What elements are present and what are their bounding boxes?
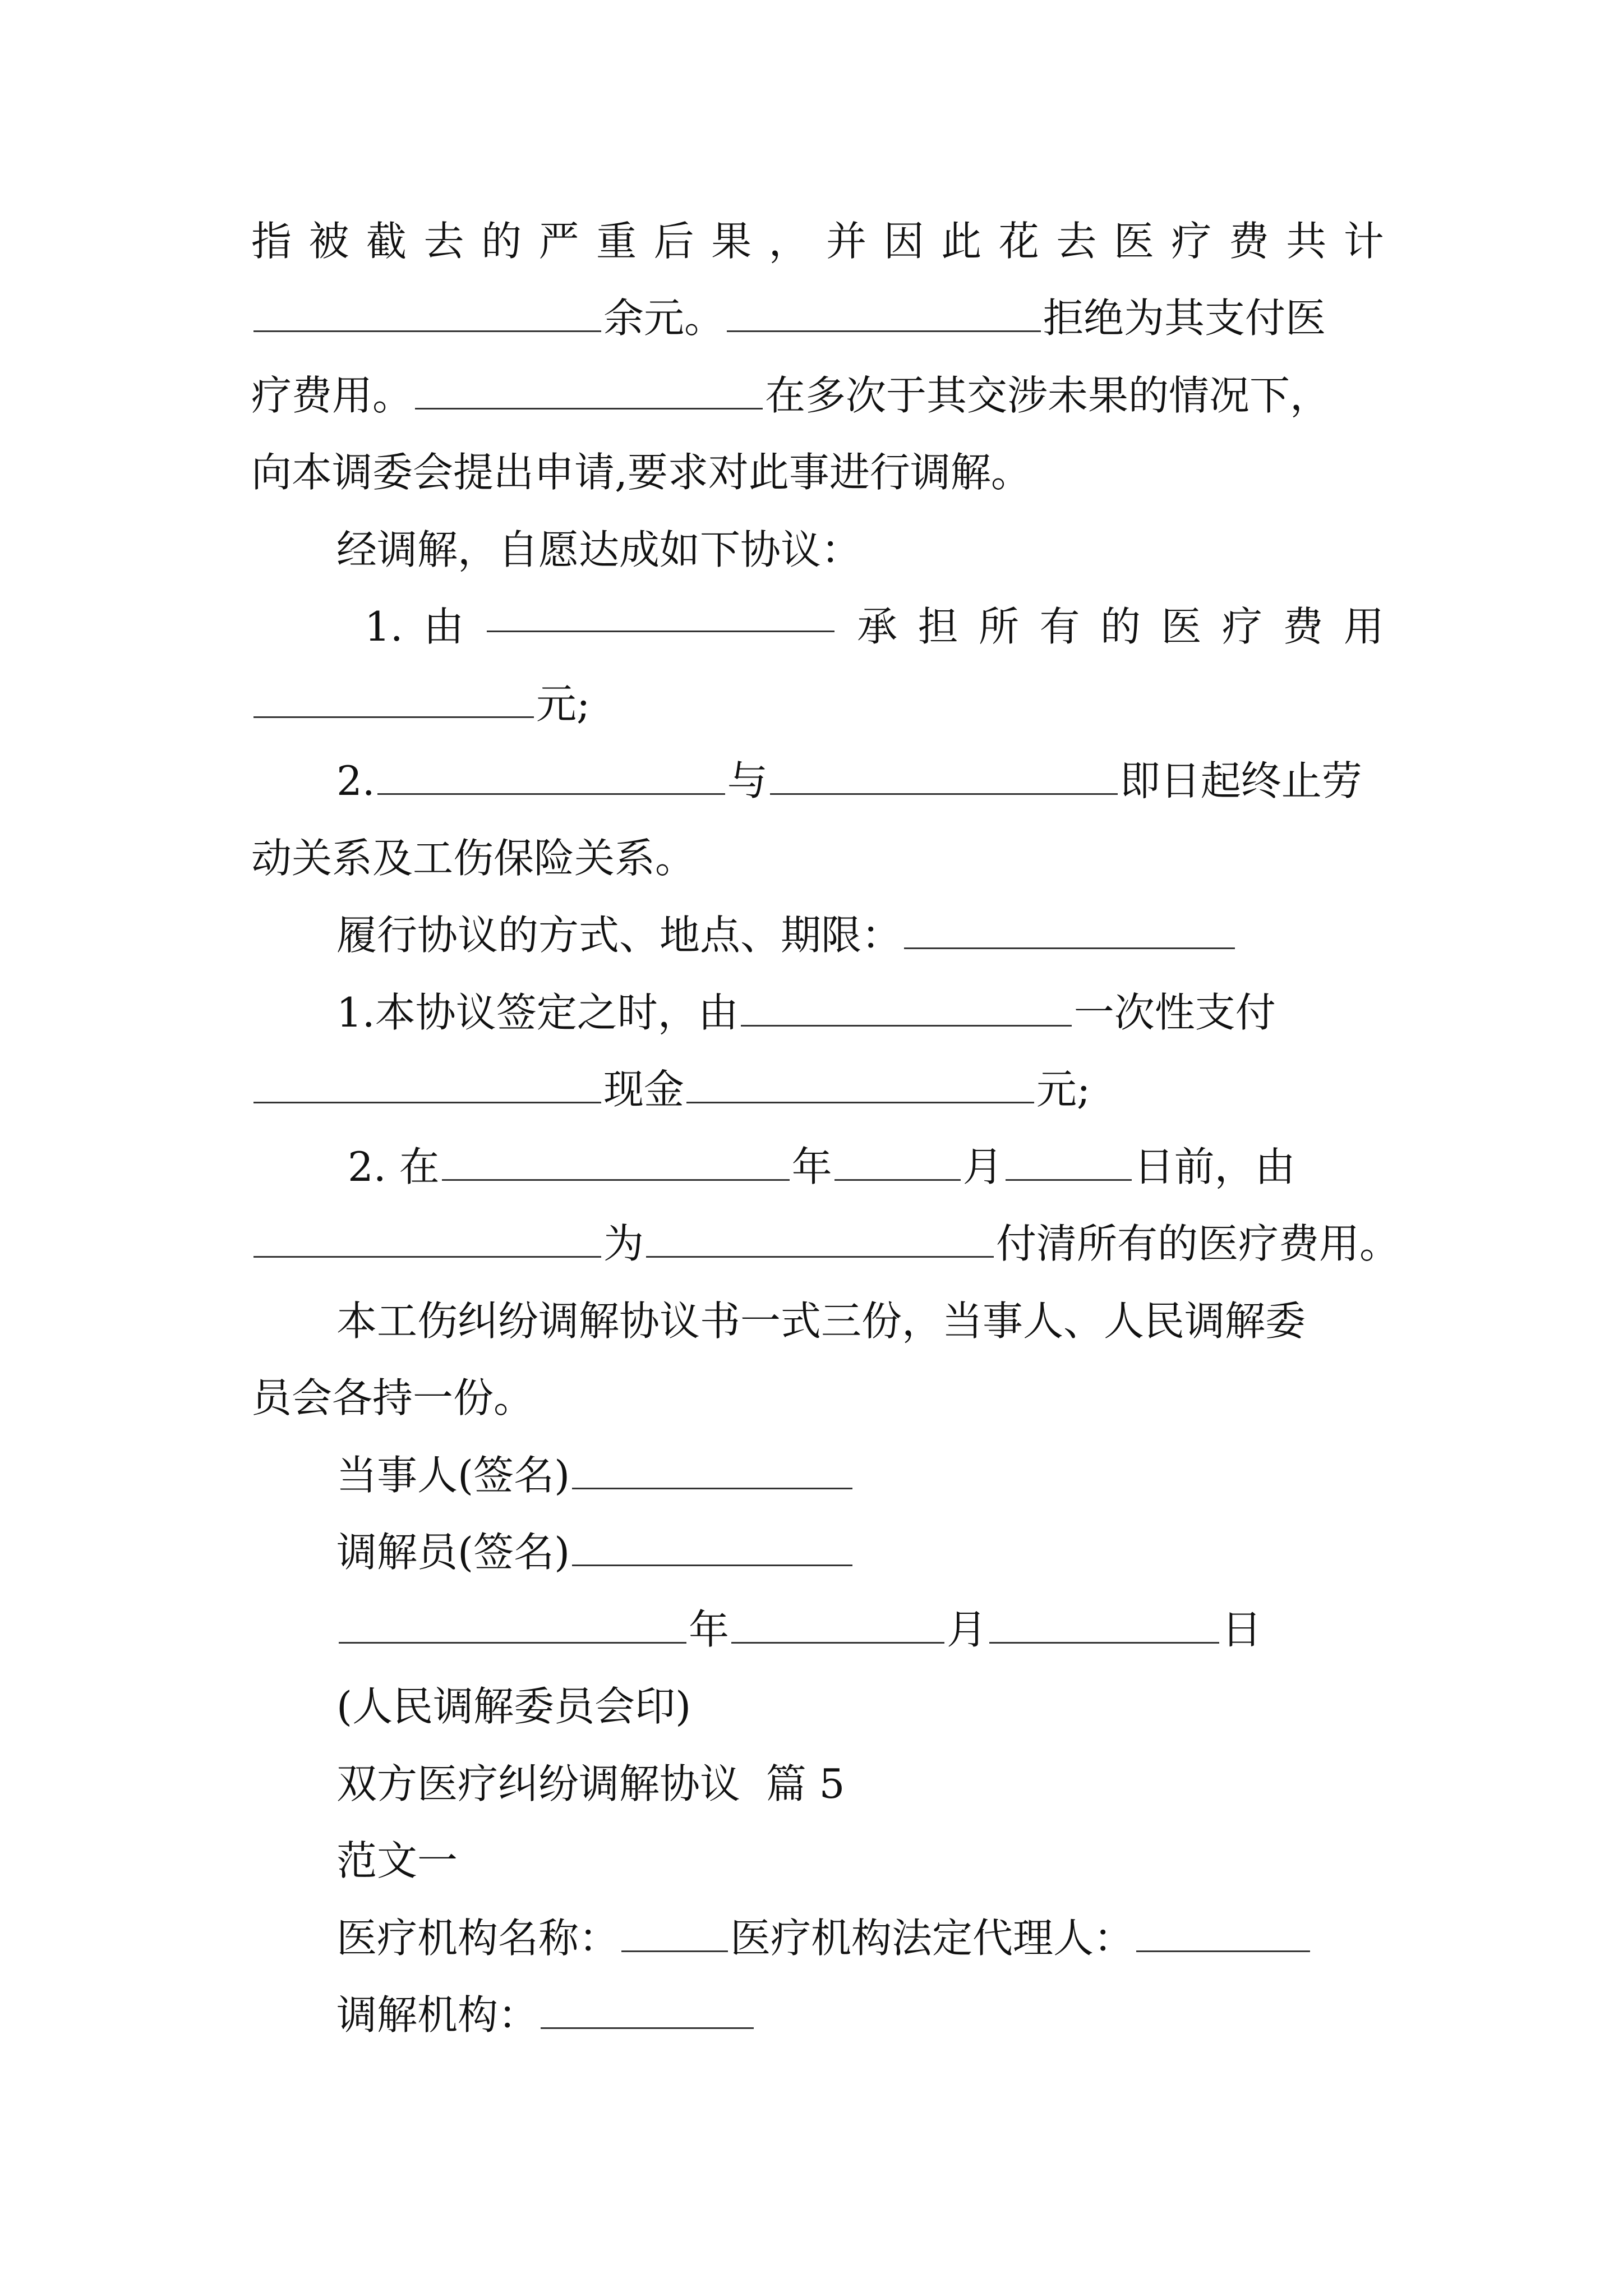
text-char: 果	[711, 218, 752, 265]
sample-heading: 范文一	[336, 1837, 458, 1884]
month-blank[interactable]	[731, 1607, 944, 1644]
text-span: 1.本协议签定之时，由	[336, 989, 739, 1036]
performance-item-1	[336, 982, 1384, 1043]
clause-1-continued	[251, 673, 1384, 735]
text-char: 严	[538, 218, 579, 265]
text-char: 用	[1343, 603, 1384, 650]
fill-blank[interactable]	[646, 1221, 994, 1258]
fill-blank[interactable]	[686, 1067, 1034, 1103]
clause-number: 2.	[348, 1143, 386, 1190]
text-span: 在	[399, 1143, 440, 1190]
fill-blank[interactable]	[253, 682, 534, 718]
text-char: 截	[366, 218, 407, 265]
text-char: 医	[1113, 218, 1154, 265]
institution-line	[336, 1907, 1384, 1969]
performance-item-2	[348, 1136, 1395, 1198]
paragraph-line-2	[251, 287, 1384, 349]
text-char: 后	[653, 218, 694, 265]
paragraph-line-4: 向本调委会提出申请,要求对此事进行调解。	[251, 449, 1031, 496]
text-char: 并	[826, 218, 867, 265]
copies-statement: 本工伤纠纷调解协议书一式三份，当事人、人民调解委	[336, 1297, 1306, 1345]
text-char: ，	[768, 218, 809, 265]
text-span: 在多次于其交涉未果的情况下，	[765, 372, 1331, 419]
performance-heading	[336, 904, 1384, 966]
text-span: 现金	[603, 1066, 685, 1113]
year-label: 年	[689, 1606, 730, 1653]
date-line	[336, 1599, 1384, 1660]
day-blank[interactable]	[989, 1607, 1219, 1644]
text-span: 拒绝为其支付医	[1043, 295, 1326, 342]
month-label: 月	[947, 1606, 988, 1653]
year-blank[interactable]	[339, 1607, 686, 1644]
signature-label: 当事人(签名)	[336, 1452, 570, 1499]
performance-item-1-continued	[251, 1059, 1384, 1120]
clause-1-line	[365, 596, 1384, 657]
field-label: 调解机构：	[336, 1991, 539, 2039]
text-span: 日前，由	[1133, 1143, 1295, 1190]
text-char: 费	[1283, 603, 1324, 650]
paragraph-line-3	[251, 365, 1384, 426]
text-span: 年	[791, 1143, 832, 1190]
text-span: 元;	[536, 680, 591, 728]
fill-blank[interactable]	[253, 296, 601, 332]
text-span: 为	[603, 1220, 644, 1267]
mediation-agency-line	[336, 1984, 1384, 2046]
signature-blank[interactable]	[572, 1530, 852, 1566]
copies-statement-continued: 员会各持一份。	[251, 1374, 534, 1421]
signature-blank[interactable]	[572, 1453, 852, 1489]
text-char: 被	[308, 218, 349, 265]
fill-blank[interactable]	[741, 990, 1072, 1027]
text-char: 费	[1228, 218, 1269, 265]
fill-blank[interactable]	[770, 758, 1118, 795]
fill-blank[interactable]	[541, 1993, 754, 2029]
signature-label: 调解员(签名)	[336, 1529, 570, 1576]
text-char: 共	[1286, 218, 1327, 265]
text-char: 承	[857, 603, 898, 650]
text-span: 余元。	[603, 295, 725, 342]
text-span: 付清所有的医疗费用。	[996, 1220, 1400, 1267]
text-char: 花	[998, 218, 1039, 265]
clause-number: 1.	[365, 603, 403, 650]
agreement-intro: 经调解，自愿达成如下协议：	[336, 526, 862, 573]
text-span: 疗费用。	[251, 372, 413, 419]
text-span: 即日起终止劳	[1119, 757, 1362, 804]
mediator-signature-line	[336, 1521, 1384, 1583]
party-signature-line	[336, 1444, 1384, 1506]
fill-blank[interactable]	[904, 913, 1235, 949]
text-span: 与	[727, 757, 768, 804]
fill-blank[interactable]	[621, 1916, 728, 1952]
fill-blank[interactable]	[377, 758, 725, 795]
text-char: 计	[1343, 218, 1384, 265]
text-char: 疗	[1171, 218, 1212, 265]
fill-blank[interactable]	[253, 1067, 601, 1103]
clause-2-continued: 动关系及工伤保险关系。	[251, 835, 696, 882]
text-char: 指	[251, 218, 292, 265]
text-span: 履行协议的方式、地点、期限：	[336, 912, 902, 959]
fill-blank[interactable]	[834, 1144, 961, 1181]
text-char: 医	[1161, 603, 1202, 650]
text-char: 担	[917, 603, 958, 650]
paragraph-line-1	[251, 210, 1384, 272]
text-char: 的	[1100, 603, 1141, 650]
text-char: 因	[883, 218, 924, 265]
day-label: 日	[1221, 1606, 1262, 1653]
text-span: 月	[962, 1143, 1003, 1190]
text-char: 有	[1039, 603, 1080, 650]
text-char: 此	[941, 218, 982, 265]
text-char: 疗	[1221, 603, 1262, 650]
fill-blank[interactable]	[1006, 1144, 1132, 1181]
section-title: 双方医疗纠纷调解协议 篇 5	[336, 1760, 845, 1807]
text-char: 重	[596, 218, 637, 265]
fill-blank[interactable]	[442, 1144, 790, 1181]
fill-blank[interactable]	[1136, 1916, 1310, 1952]
text-char: 去	[423, 218, 464, 265]
clause-2-line	[336, 750, 1384, 812]
text-char: 去	[1056, 218, 1097, 265]
fill-blank[interactable]	[253, 1221, 601, 1258]
fill-blank[interactable]	[487, 596, 834, 632]
text-char: 的	[481, 218, 522, 265]
performance-item-2-continued	[251, 1213, 1400, 1274]
field-label: 医疗机构名称：	[336, 1915, 620, 1962]
text-char: 所	[979, 603, 1020, 650]
fill-blank[interactable]	[415, 373, 763, 409]
seal-note: (人民调解委员会印)	[336, 1683, 691, 1730]
text-char: 由	[423, 603, 464, 650]
text-span: 一次性支付	[1073, 989, 1276, 1036]
fill-blank[interactable]	[727, 296, 1041, 332]
text-span: 元;	[1036, 1066, 1091, 1113]
clause-number: 2.	[336, 757, 375, 804]
field-label: 医疗机构法定代理人：	[730, 1915, 1135, 1962]
